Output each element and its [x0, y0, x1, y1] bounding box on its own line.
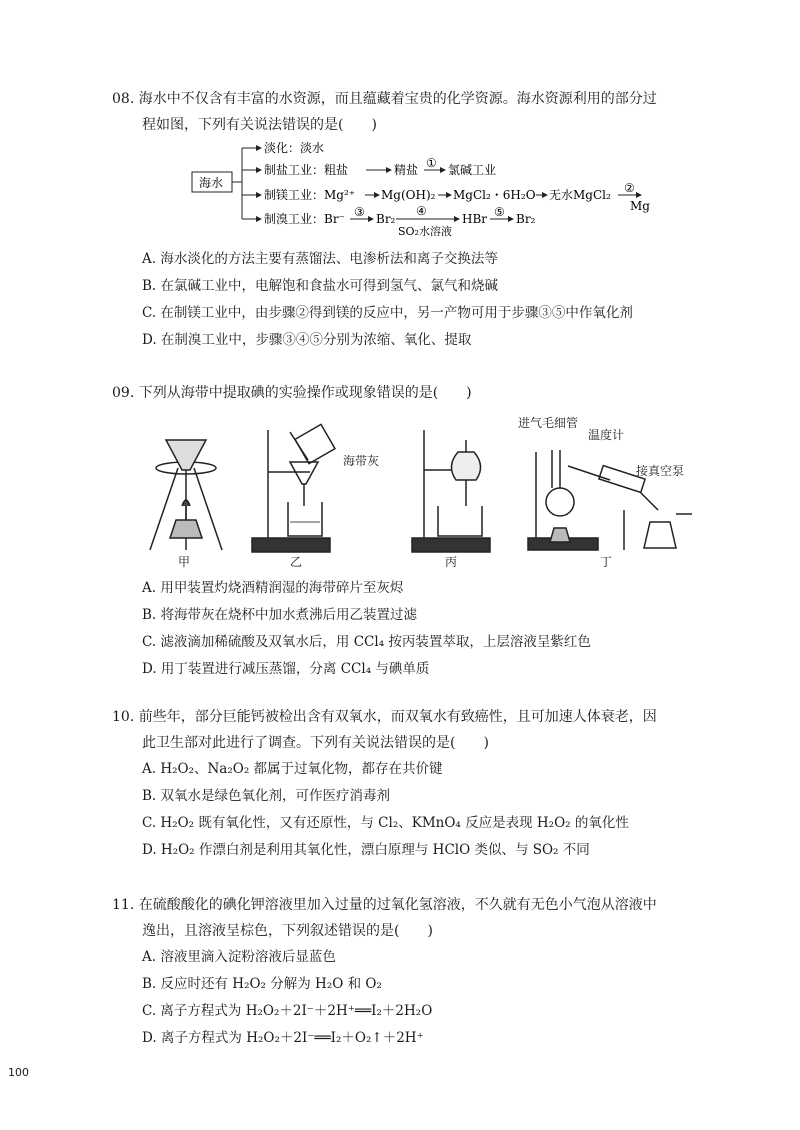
question-stem: 09. 下列从海带中提取碘的实验操作或现象错误的是( ) — [112, 385, 472, 401]
option-d[interactable]: D. 在制溴工业中，步骤③④⑤分别为浓缩、氧化、提取 — [142, 332, 472, 348]
question-10 — [112, 704, 712, 864]
svg-text:无水MgCl₂: 无水MgCl₂ — [549, 188, 611, 202]
question-stem: 11. 在硫酸酸化的碘化钾溶液里加入过量的过氧化氢溶液，不久就有无色小气泡从溶液中 — [112, 897, 657, 913]
option-d[interactable]: D. 离子方程式为 H₂O₂＋2I⁻══I₂＋O₂↑＋2H⁺ — [142, 1030, 424, 1046]
label-thermometer: 温度计 — [588, 428, 625, 442]
svg-text:精盐: 精盐 — [394, 163, 419, 177]
option-b[interactable]: B. 双氧水是绿色氧化剂，可作医疗消毒剂 — [142, 788, 391, 804]
label-bing: 丙 — [445, 555, 458, 569]
diagram-root: 海水 — [199, 176, 224, 190]
question-09-options — [112, 575, 712, 683]
option-b[interactable]: B. 反应时还有 H₂O₂ 分解为 H₂O 和 O₂ — [142, 976, 382, 992]
svg-text:③: ③ — [354, 205, 365, 219]
label-capillary: 进气毛细管 — [518, 416, 579, 430]
question-stem: 08. 海水中不仅含有丰富的水资源，而且蕴藏着宝贵的化学资源。海水资源利用的部分过 — [112, 91, 657, 107]
label-yi: 乙 — [290, 555, 303, 569]
option-c[interactable]: C. 离子方程式为 H₂O₂＋2I⁻＋2H⁺══I₂＋2H₂O — [142, 1003, 433, 1019]
svg-text:制镁工业：Mg²⁺: 制镁工业：Mg²⁺ — [264, 188, 356, 202]
option-a[interactable]: A. H₂O₂、Na₂O₂ 都属于过氧化物，都存在共价键 — [142, 761, 443, 777]
svg-text:氯碱工业: 氯碱工业 — [448, 163, 497, 177]
apparatus-jia — [150, 440, 222, 550]
label-ding: 丁 — [600, 555, 613, 569]
question-08-options — [112, 246, 712, 354]
question-stem: 10. 前些年，部分巨能钙被检出含有双氧水，而双氧水有致癌性，且可加速人体衰老，因 — [112, 709, 657, 725]
svg-text:Mg(OH)₂: Mg(OH)₂ — [381, 188, 436, 202]
svg-text:④: ④ — [416, 204, 427, 218]
option-a[interactable]: A. 用甲装置灼烧酒精润湿的海带碎片至灰烬 — [142, 580, 404, 596]
label-ash: 海带灰 — [343, 454, 380, 468]
svg-text:②: ② — [624, 181, 635, 195]
question-09 — [112, 380, 712, 406]
option-d[interactable]: D. 用丁装置进行减压蒸馏，分离 CCl₄ 与碘单质 — [142, 661, 430, 677]
question-08 — [112, 86, 712, 138]
svg-text:SO₂水溶液: SO₂水溶液 — [398, 225, 452, 238]
question-stem-cont: 程如图，下列有关说法错误的是( ) — [142, 117, 377, 133]
seawater-process-diagram — [190, 136, 650, 238]
option-c[interactable]: C. H₂O₂ 既有氧化性，又有还原性，与 Cl₂、KMnO₄ 反应是表现 H₂O₂ 的氧化性 — [142, 815, 629, 831]
question-stem-cont: 逸出，且溶液呈棕色，下列叙述错误的是( ) — [142, 923, 433, 939]
option-a[interactable]: A. 溶液里滴入淀粉溶液后显蓝色 — [142, 949, 336, 965]
svg-text:⑤: ⑤ — [494, 205, 505, 219]
svg-text:Br₂: Br₂ — [376, 212, 396, 226]
page-number: 100 — [8, 1066, 29, 1079]
option-a[interactable]: A. 海水淡化的方法主要有蒸馏法、电渗析法和离子交换法等 — [142, 251, 498, 267]
label-jia: 甲 — [178, 555, 191, 569]
branch-desalination: 淡化：淡水 — [264, 141, 325, 155]
option-c[interactable]: C. 滤液滴加稀硫酸及双氧水后，用 CCl₄ 按丙装置萃取，上层溶液呈紫红色 — [142, 634, 591, 650]
option-d[interactable]: D. H₂O₂ 作漂白剂是利用其氧化性，漂白原理与 HClO 类似、与 SO₂ 不同 — [142, 842, 590, 858]
apparatus-bing — [412, 430, 490, 552]
question-11 — [112, 892, 712, 1052]
svg-text:Br₂: Br₂ — [516, 212, 536, 226]
svg-text:MgCl₂・6H₂O: MgCl₂・6H₂O — [453, 188, 536, 202]
svg-text:HBr: HBr — [462, 212, 488, 226]
option-b[interactable]: B. 将海带灰在烧杯中加水煮沸后用乙装置过滤 — [142, 607, 418, 623]
option-b[interactable]: B. 在氯碱工业中，电解饱和食盐水可得到氢气、氯气和烧碱 — [142, 278, 499, 294]
option-c[interactable]: C. 在制镁工业中，由步骤②得到镁的反应中，另一产物可用于步骤③⑤中作氧化剂 — [142, 305, 633, 321]
svg-text:制盐工业：粗盐: 制盐工业：粗盐 — [264, 163, 349, 177]
apparatus-yi — [252, 424, 335, 552]
svg-text:制溴工业：Br⁻: 制溴工业：Br⁻ — [264, 212, 345, 226]
svg-text:①: ① — [426, 156, 437, 170]
svg-text:Mg: Mg — [630, 199, 650, 213]
question-stem-cont: 此卫生部对此进行了调查。下列有关说法错误的是( ) — [142, 735, 489, 751]
label-vacuum-pump: 接真空泵 — [636, 464, 685, 478]
